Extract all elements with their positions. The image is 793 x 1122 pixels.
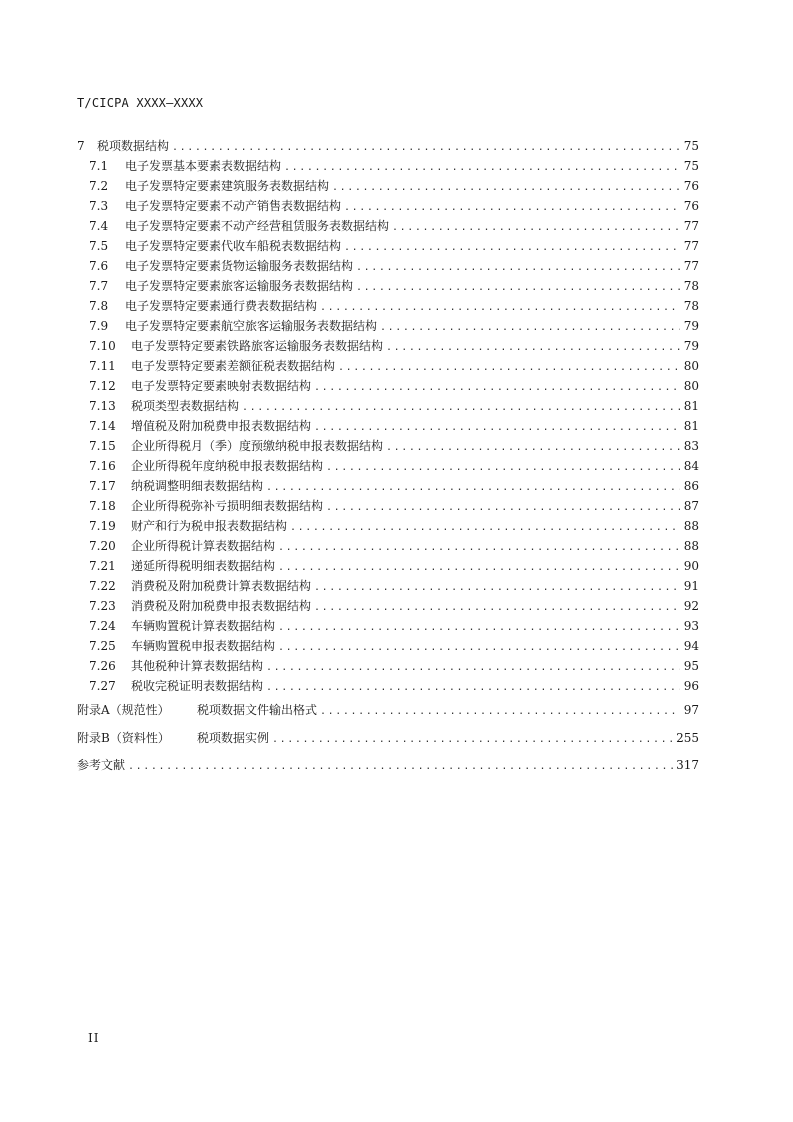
toc-entry-number: 7.12: [89, 379, 116, 393]
toc-entry-title: 车辆购置税计算表数据结构: [131, 619, 276, 633]
toc-section[interactable]: [77, 176, 699, 196]
toc-dot-leader: [326, 498, 680, 518]
toc-section[interactable]: [77, 516, 699, 536]
toc-entry-number: 7.25: [89, 639, 116, 653]
toc-entry-page: 77: [683, 239, 699, 253]
toc-entry-number: 7.10: [89, 339, 116, 353]
toc-dot-leader: [278, 638, 680, 658]
toc-entry-page: 77: [683, 259, 699, 273]
toc-entry-number: 7.20: [89, 539, 116, 553]
toc-entry-page: 79: [683, 339, 699, 353]
toc-section[interactable]: [77, 316, 699, 336]
toc-dot-leader: [266, 478, 680, 498]
toc-section[interactable]: [77, 196, 699, 216]
toc-dot-leader: [356, 278, 680, 298]
toc-entry-title: 电子发票特定要素不动产销售表数据结构: [125, 199, 342, 213]
toc-entry-title: 电子发票特定要素通行费表数据结构: [125, 299, 318, 313]
toc-entry-number: 7: [77, 139, 85, 153]
toc-entry-number: 7.5: [89, 239, 109, 253]
toc-entry-page: 79: [683, 319, 699, 333]
toc-entry-number: 7.3: [89, 199, 109, 213]
toc-appendix[interactable]: [77, 697, 699, 724]
toc-entry-title: 税项数据结构: [97, 139, 170, 153]
toc-entry-title: 纳税调整明细表数据结构: [131, 479, 264, 493]
toc-dot-leader: [128, 753, 673, 780]
toc-dot-leader: [172, 138, 680, 158]
toc-entry-page: 94: [683, 639, 699, 653]
toc-section[interactable]: [77, 216, 699, 236]
toc-entry-page: 90: [683, 559, 699, 573]
toc-entry-number: 7.19: [89, 519, 116, 533]
toc-entry-title: 企业所得税弥补亏损明细表数据结构: [131, 499, 324, 513]
toc-entry-title: 电子发票特定要素映射表数据结构: [131, 379, 312, 393]
toc-entry-page: 75: [683, 139, 699, 153]
toc-entry-title: 企业所得税计算表数据结构: [131, 539, 276, 553]
toc-entry-title: 递延所得税明细表数据结构: [131, 559, 276, 573]
toc-section[interactable]: [77, 276, 699, 296]
toc-dot-leader: [320, 698, 680, 725]
toc-entry-title: 参考文献: [77, 758, 126, 772]
toc-entry-page: 86: [683, 479, 699, 493]
toc-entry-number: 附录A（规范性）: [77, 703, 170, 717]
toc-dot-leader: [326, 458, 680, 478]
toc-entry-number: 7.9: [89, 319, 109, 333]
toc-section[interactable]: [77, 236, 699, 256]
toc-entry-page: 93: [683, 619, 699, 633]
toc-dot-leader: [314, 598, 680, 618]
toc-entry-number: 7.16: [89, 459, 116, 473]
toc-section[interactable]: [77, 256, 699, 276]
toc-entry-title: 电子发票特定要素建筑服务表数据结构: [125, 179, 330, 193]
toc-entry-page: 81: [683, 399, 699, 413]
toc-dot-leader: [284, 158, 680, 178]
toc-entry-page: 78: [683, 299, 699, 313]
toc-entry-page: 255: [676, 731, 699, 745]
toc-dot-leader: [272, 726, 673, 753]
toc-dot-leader: [314, 418, 680, 438]
toc-dot-leader: [278, 558, 680, 578]
toc-entry-number: 7.24: [89, 619, 116, 633]
toc-entry-page: 95: [683, 659, 699, 673]
toc-entry-title: 电子发票特定要素货物运输服务表数据结构: [125, 259, 354, 273]
toc-dot-leader: [266, 658, 680, 678]
toc-dot-leader: [314, 378, 680, 398]
toc-section[interactable]: [77, 156, 699, 176]
toc-entry-number: 7.4: [89, 219, 109, 233]
toc-entry-number: 7.17: [89, 479, 116, 493]
toc-entry-number: 7.22: [89, 579, 116, 593]
toc-entry-title: 企业所得税年度纳税申报表数据结构: [131, 459, 324, 473]
toc-section[interactable]: [77, 676, 699, 696]
toc-entry-page: 76: [683, 199, 699, 213]
toc-dot-leader: [278, 538, 680, 558]
toc-entry-number: 7.7: [89, 279, 109, 293]
toc-entry-title: 消费税及附加税费申报表数据结构: [131, 599, 312, 613]
toc-entry-page: 88: [683, 519, 699, 533]
toc-section[interactable]: [77, 656, 699, 676]
toc-entry-number: 7.1: [89, 159, 109, 173]
toc-dot-leader: [356, 258, 680, 278]
toc-dot-leader: [290, 518, 680, 538]
toc-entry-page: 97: [683, 703, 699, 717]
document-code: T/CICPA XXXX—XXXX: [77, 96, 204, 110]
toc-section[interactable]: [77, 336, 699, 356]
toc-section[interactable]: [77, 616, 699, 636]
toc-section[interactable]: [77, 396, 699, 416]
toc-entry-number: 7.27: [89, 679, 116, 693]
toc-section[interactable]: [77, 496, 699, 516]
toc-dot-leader: [344, 198, 680, 218]
toc-entry-title: 其他税种计算表数据结构: [131, 659, 264, 673]
toc-entry-page: 80: [683, 359, 699, 373]
toc-entry-title: 电子发票特定要素差额征税表数据结构: [131, 359, 336, 373]
toc-entry-number: 7.21: [89, 559, 116, 573]
toc-entry-title: 电子发票特定要素旅客运输服务表数据结构: [125, 279, 354, 293]
toc-section[interactable]: [77, 416, 699, 436]
toc-entry-page: 87: [683, 499, 699, 513]
toc-dot-leader: [392, 218, 680, 238]
toc-section[interactable]: [77, 296, 699, 316]
toc-dot-leader: [266, 678, 680, 698]
toc-entry-title: 增值税及附加税费申报表数据结构: [131, 419, 312, 433]
toc-section[interactable]: [77, 356, 699, 376]
toc-entry-page: 75: [683, 159, 699, 173]
toc-entry-number: 7.26: [89, 659, 116, 673]
toc-section[interactable]: [77, 436, 699, 456]
toc-section[interactable]: [77, 536, 699, 556]
toc-appendix[interactable]: [77, 725, 699, 752]
toc-entry-number: 附录B（资料性）: [77, 731, 170, 745]
toc-entry-page: 77: [683, 219, 699, 233]
toc-dot-leader: [338, 358, 680, 378]
toc-entry-page: 78: [683, 279, 699, 293]
toc-entry-page: 92: [683, 599, 699, 613]
toc-entry-title: 税项数据文件输出格式: [197, 703, 318, 717]
toc-entry-number: 7.6: [89, 259, 109, 273]
toc-dot-leader: [278, 618, 680, 638]
toc-section[interactable]: [77, 476, 699, 496]
toc-entry-title: 电子发票基本要素表数据结构: [125, 159, 282, 173]
toc-entry-page: 88: [683, 539, 699, 553]
toc-entry-title: 企业所得税月（季）度预缴纳税申报表数据结构: [131, 439, 384, 453]
toc-entry-title: 电子发票特定要素航空旅客运输服务表数据结构: [125, 319, 378, 333]
toc-entry-number: 7.2: [89, 179, 109, 193]
toc-entry-title: 消费税及附加税费计算表数据结构: [131, 579, 312, 593]
toc-entry-number: 7.14: [89, 419, 116, 433]
toc-section[interactable]: [77, 576, 699, 596]
toc-entry-page: 84: [683, 459, 699, 473]
table-of-contents: [77, 136, 699, 779]
toc-section[interactable]: [77, 596, 699, 616]
toc-entry-number: 7.13: [89, 399, 116, 413]
toc-entry-page: 81: [683, 419, 699, 433]
toc-dot-leader: [242, 398, 680, 418]
toc-entry-page: 91: [683, 579, 699, 593]
toc-dot-leader: [332, 178, 680, 198]
toc-entry-number: 7.23: [89, 599, 116, 613]
toc-dot-leader: [344, 238, 680, 258]
toc-entry-title: 财产和行为税申报表数据结构: [131, 519, 288, 533]
toc-dot-leader: [320, 298, 680, 318]
toc-entry-title: 税项类型表数据结构: [131, 399, 240, 413]
toc-references[interactable]: [77, 752, 699, 779]
toc-section[interactable]: [77, 456, 699, 476]
toc-entry-page: 76: [683, 179, 699, 193]
toc-dot-leader: [386, 438, 680, 458]
toc-entry-title: 税收完税证明表数据结构: [131, 679, 264, 693]
toc-entry-title: 税项数据实例: [197, 731, 270, 745]
toc-entry-title: 电子发票特定要素不动产经营租赁服务表数据结构: [125, 219, 390, 233]
toc-entry-title: 电子发票特定要素铁路旅客运输服务表数据结构: [131, 339, 384, 353]
toc-entry-page: 317: [676, 758, 699, 772]
toc-entry-page: 96: [683, 679, 699, 693]
toc-entry-number: 7.18: [89, 499, 116, 513]
page-number: II: [88, 1031, 100, 1045]
toc-entry-number: 7.15: [89, 439, 116, 453]
toc-section[interactable]: [77, 556, 699, 576]
toc-dot-leader: [386, 338, 680, 358]
toc-section[interactable]: [77, 376, 699, 396]
toc-dot-leader: [314, 578, 680, 598]
toc-entry-page: 83: [683, 439, 699, 453]
toc-entry-number: 7.8: [89, 299, 109, 313]
toc-entry-number: 7.11: [89, 359, 116, 373]
toc-entry-title: 车辆购置税申报表数据结构: [131, 639, 276, 653]
toc-dot-leader: [380, 318, 680, 338]
toc-entry-page: 80: [683, 379, 699, 393]
toc-entry-title: 电子发票特定要素代收车船税表数据结构: [125, 239, 342, 253]
toc-chapter-7[interactable]: [77, 136, 699, 156]
toc-section[interactable]: [77, 636, 699, 656]
